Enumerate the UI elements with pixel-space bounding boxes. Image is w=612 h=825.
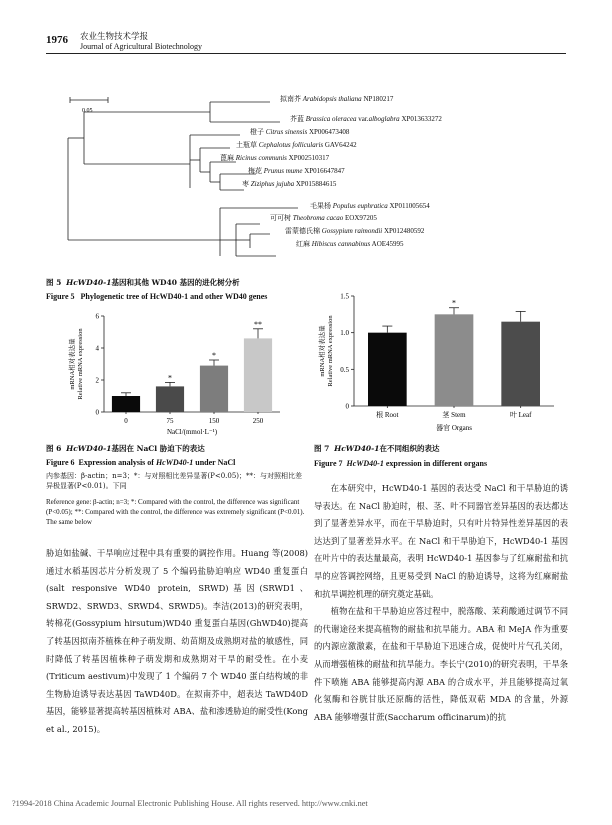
- copyright-footer: ?1994-2018 China Academic Journal Electronic Publishing House. All rights reserved. http://www.cnki.net: [12, 799, 368, 808]
- figure7-chart: [306, 292, 566, 442]
- figure5-caption-text: 基因和其他 WD40 基因的进化树分析: [111, 278, 240, 287]
- leaf-cn-name: 芥蓝: [290, 115, 304, 123]
- y-tick-label: 2: [95, 376, 99, 385]
- scale-label: 0.05: [82, 108, 93, 114]
- figure5-gene: HcWD40-1: [66, 278, 112, 287]
- figure7-en-text: expression in different organs: [385, 459, 488, 468]
- leaf-var: var.: [356, 115, 369, 123]
- figure7-label: 图 7: [314, 444, 330, 453]
- leaf-species: Brassica oleracea: [304, 115, 357, 123]
- figure6-gene: HcWD40-1: [66, 444, 112, 453]
- figure5-en-label: Figure 5: [46, 292, 75, 301]
- figure6-note-cn: 内参基因：β-actin；n=3；*：与对照相比差异显著(P<0.05)；**：与对照相比差异极显著(P<0.01)。下同: [46, 472, 303, 491]
- leaf-species: Populus euphratica: [331, 202, 388, 210]
- tree-leaf-label: [242, 179, 336, 189]
- leaf-cn-name: 毛果杨: [310, 202, 331, 210]
- leaf-accession: XP011005654: [387, 202, 430, 210]
- category-label: 根 Root: [376, 411, 399, 419]
- figure7-caption-text: 在不同组织的表达: [379, 444, 440, 453]
- bar: [435, 314, 474, 406]
- category-label: 75: [166, 417, 174, 425]
- figure5-label: 图 5: [46, 278, 62, 287]
- figure7-en-gene: HcWD40-1: [346, 459, 384, 468]
- header-rule: [46, 53, 566, 54]
- figure5-en-text: Phylogenetic tree of HcWD40-1 and other WD40 genes: [80, 292, 268, 301]
- journal-title-cn: 农业生物技术学报: [80, 32, 149, 42]
- y-tick-label: 1.5: [340, 292, 349, 301]
- tree-leaf-label: [280, 94, 393, 104]
- leaf-species: Gossypium raimondii: [320, 227, 383, 235]
- figure7-gene: HcWD40-1: [334, 444, 380, 453]
- y-axis-label-cn: mRNA相对表达量: [319, 325, 326, 377]
- figure5-caption-cn: [46, 278, 240, 289]
- leaf-cn-name: 雷蒙德氏棉: [285, 227, 320, 235]
- y-tick-label: 0.5: [340, 365, 349, 374]
- y-axis-label-en: Relative mRNA expression: [327, 315, 334, 387]
- leaf-cn-name: 可可树: [270, 214, 291, 222]
- body-text-right: [314, 480, 568, 726]
- figure6-label: 图 6: [46, 444, 62, 453]
- page-number: 1976: [46, 34, 68, 46]
- leaf-species: Prunus mume: [262, 167, 303, 175]
- figure6-chart: [60, 310, 300, 440]
- figure6-en-pre: Expression analysis of: [78, 458, 154, 467]
- leaf-accession: XP006473408: [307, 128, 350, 136]
- significance-mark: **: [254, 319, 262, 329]
- leaf-species: Theobroma cacao: [291, 214, 344, 222]
- category-label: 0: [124, 417, 128, 425]
- figure7-caption-cn: [314, 444, 439, 455]
- bar: [156, 386, 184, 412]
- figure6-en-label: Figure 6: [46, 458, 75, 467]
- figure6-caption-text: 基因在 NaCl 胁迫下的表达: [111, 444, 205, 453]
- leaf-cn-name: 枣: [242, 180, 249, 188]
- leaf-cn-name: 蓖麻: [220, 154, 234, 162]
- leaf-cn-name: 橙子: [250, 128, 264, 136]
- bar: [112, 396, 140, 412]
- category-label: 叶 Leaf: [509, 411, 532, 419]
- leaf-accession: XP015884615: [294, 180, 337, 188]
- figure7-en-label: Figure 7: [314, 459, 343, 468]
- leaf-species: Citrus sinensis: [264, 128, 308, 136]
- leaf-species: Ziziphus jujuba: [249, 180, 295, 188]
- figure5-caption-en: [46, 292, 267, 301]
- tree-leaf-label: [250, 127, 349, 137]
- leaf-accession: AOE45995: [370, 240, 404, 248]
- left-paragraph: 胁迫如盐碱、干旱响应过程中具有重要的调控作用。Huang 等(2008)通过水稻基因芯片分析发现了 5 个编码盐胁迫响应 WD40 重复蛋白(salt responsive WD40 protein, SRWD)基因(SRWD1、SRWD2、SRWD3、SRWD4、SRWD5)。李洁(2013)的研究表明，转棉花(Gossypium hirsutum)WD40 重复蛋白基因(GhWD40)提高了转基因拟南芥植株在种子萌发期、幼苗期及成熟期对盐的敏感性，同时降低了转基因植株种子萌发期和成熟期对干旱的耐受性。在小麦(Triticum aestivum)中发现了 1 个编码 7 个 WD40 蛋白结构域的非生物胁迫诱导表达基因 TaWD40D。在拟南芥中，超表达 TaWD40D 基因，能够显著提高转基因植株对 ABA、盐和渗透胁迫的耐受性(Kong et al., 2015)。: [46, 548, 308, 734]
- y-tick-label: 4: [95, 344, 99, 353]
- y-tick-label: 0: [95, 408, 99, 417]
- leaf-species: Cephalotus follicularis: [257, 141, 324, 149]
- leaf-cn-name: 梅花: [248, 167, 262, 175]
- figure6-caption-cn: [46, 444, 205, 455]
- leaf-accession: XP012480592: [382, 227, 425, 235]
- tree-leaf-label: [290, 114, 442, 124]
- y-axis-label-cn: mRNA相对表达量: [69, 338, 76, 390]
- tree-leaf-label: [220, 153, 329, 163]
- leaf-accession: GAV64242: [323, 141, 357, 149]
- leaf-species: Hibiscus cannabinus: [310, 240, 371, 248]
- leaf-accession: EOX97205: [343, 214, 377, 222]
- leaf-cn-name: 土瓶草: [236, 141, 257, 149]
- tree-leaf-label: [296, 239, 404, 249]
- y-tick-label: 6: [95, 312, 99, 321]
- leaf-species-var: alboglabra: [368, 115, 400, 123]
- tree-leaf-label: [236, 140, 357, 150]
- leaf-cn-name: 拟南芥: [280, 95, 301, 103]
- bar: [501, 322, 540, 406]
- leaf-accession: XP013633272: [399, 115, 442, 123]
- figure6-en-gene: HcWD40-1: [155, 458, 194, 467]
- significance-mark: *: [212, 351, 216, 360]
- y-tick-label: 0: [345, 402, 349, 411]
- leaf-species: Ricinus communis: [234, 154, 287, 162]
- right-paragraph-1: 在本研究中，HcWD40-1 基因的表达受 NaCl 和干旱胁迫的诱导表达。在 NaCl 胁迫时，根、茎、叶不同器官差异基因的表达都达到了显著差异水平，而在干旱胁迫时，只有叶片特异性差异基因的表达达到了显著差异水平。在 NaCl 和干旱胁迫下，HcWD40-1 基因在叶片中的表达量最高，表明 HcWD40-1 基因参与了红麻耐盐和抗旱的应答调控网络，且更易受到 NaCl 的胁迫诱导，这将为红麻耐盐和抗旱调控机理的研究奠定基础。: [314, 483, 568, 599]
- tree-leaf-label: [285, 226, 424, 236]
- tree-leaf-label: [270, 213, 377, 223]
- category-label: 茎 Stem: [442, 411, 466, 419]
- y-tick-label: 1.0: [340, 329, 349, 338]
- body-text-left: [46, 545, 308, 739]
- leaf-species: Arabidopsis thaliana: [301, 95, 362, 103]
- tree-leaf-label: [310, 201, 430, 211]
- leaf-accession: NP180217: [361, 95, 394, 103]
- bar: [368, 333, 407, 406]
- significance-mark: *: [452, 298, 456, 308]
- figure6-caption-en: [46, 458, 304, 467]
- x-axis-label: 器官 Organs: [436, 424, 472, 432]
- journal-title-en: Journal of Agricultural Biotechnology: [80, 42, 202, 51]
- category-label: 250: [252, 417, 264, 425]
- bar: [200, 366, 228, 412]
- leaf-accession: XP016647847: [302, 167, 345, 175]
- figure6-en-post: under NaCl: [195, 458, 236, 467]
- figure7-caption-en: [314, 459, 487, 468]
- x-axis-label: NaCl/(mmol·L⁻¹): [166, 428, 218, 436]
- significance-mark: *: [168, 373, 172, 383]
- right-paragraph-2: 植物在盐和干旱胁迫应答过程中，脱落酸、茉莉酸通过调节不同的代谢途径来提高植物的耐盐和抗旱能力。ABA 和 MeJA 作为重要的内源应激激素，在盐和干旱胁迫下迅速合成，促使叶片气孔关闭，从而增强植株的耐盐和抗旱能力。李长宁(2010)的研究表明，干旱条件下喷施 ABA 能够提高内源 ABA 的合成水平，并且能够提高过氧化氢酶和谷胱甘肽还原酶的活性，降低双萜 MDA 的含量，外源 ABA 能够增强甘蔗(Saccharum officinarum)的抗: [314, 606, 568, 722]
- leaf-accession: XP002510317: [286, 154, 330, 162]
- leaf-cn-name: 红麻: [296, 240, 310, 248]
- y-axis-label-en: Relative mRNA expression: [77, 328, 84, 400]
- tree-leaf-label: [248, 166, 345, 176]
- category-label: 150: [208, 417, 220, 425]
- figure6-note-en: Reference gene: β-actin; n=3; *: Compared with the control, the difference was significant (P<0.05); **: Compared with the control, the difference was extremely significant (P<0.01). The same below: [46, 498, 305, 527]
- bar: [244, 338, 272, 412]
